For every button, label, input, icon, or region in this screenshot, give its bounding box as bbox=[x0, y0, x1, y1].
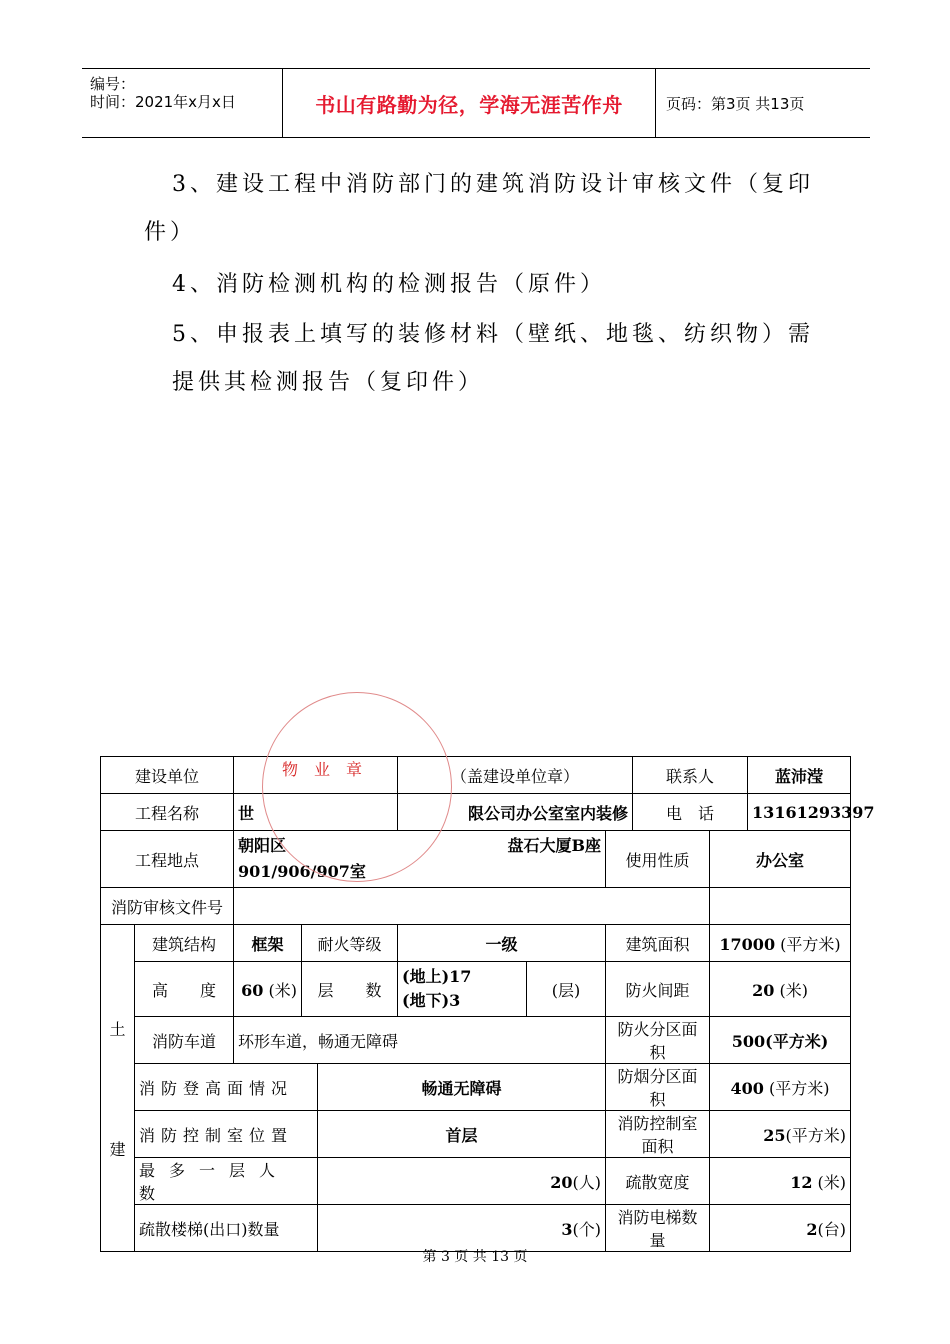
area-cell[interactable] bbox=[710, 925, 851, 962]
elevator-cell[interactable] bbox=[710, 1205, 851, 1252]
smoke-zone-label: 防烟分区面积 bbox=[606, 1064, 710, 1111]
evac-width-value: 12 bbox=[790, 1172, 813, 1192]
control-loc-value[interactable]: 首层 bbox=[318, 1111, 606, 1158]
contact-value[interactable]: 蓝沛滢 bbox=[748, 757, 851, 794]
height-label: 高 度 bbox=[135, 962, 234, 1017]
fire-spacing-cell[interactable] bbox=[710, 962, 851, 1017]
doc-time-label: 时间：2021年x月x日 bbox=[90, 93, 236, 111]
fire-spacing-label: 防火间距 bbox=[606, 962, 710, 1017]
build-unit-label: 建设单位 bbox=[101, 757, 234, 794]
floors-label: 层 数 bbox=[302, 962, 398, 1017]
header-motto-cell bbox=[282, 69, 656, 137]
elevator-label: 消防电梯数量 bbox=[606, 1205, 710, 1252]
header-page-cell bbox=[654, 69, 870, 137]
structure-value[interactable]: 框架 bbox=[234, 925, 302, 962]
fire-spacing-value: 20 bbox=[752, 980, 775, 1000]
height-cell[interactable] bbox=[234, 962, 302, 1017]
page-header bbox=[82, 68, 870, 138]
control-area-unit: (平方米) bbox=[785, 1125, 847, 1145]
site-label: 工程地点 bbox=[101, 831, 234, 888]
floors-unit: (层) bbox=[527, 962, 606, 1017]
stairs-value: 3 bbox=[561, 1219, 573, 1239]
side-label-bottom: 建 bbox=[109, 1139, 126, 1159]
project-name-right[interactable]: 限公司办公室室内装修 bbox=[398, 794, 633, 831]
item-3-line1: 3、建设工程中消防部门的建筑消防设计审核文件（复印 bbox=[172, 172, 814, 197]
item-4: 4、消防检测机构的检测报告（原件） bbox=[172, 272, 606, 297]
site-line1-left: 朝阳区 bbox=[238, 836, 287, 855]
page-footer: 第 3 页 共 13 页 bbox=[422, 1249, 528, 1265]
floors-value-cell[interactable] bbox=[398, 962, 527, 1017]
climb-value[interactable]: 畅通无障碍 bbox=[318, 1064, 606, 1111]
header-page-label: 页码：第3页 共13页 bbox=[666, 94, 805, 113]
project-name-left[interactable]: 世 bbox=[234, 794, 398, 831]
item-3-line2: 件） bbox=[144, 220, 197, 245]
climb-label: 消防登高面情况 bbox=[135, 1064, 318, 1111]
control-loc-label: 消防控制室位置 bbox=[135, 1111, 318, 1158]
usage-value[interactable]: 办公室 bbox=[710, 831, 851, 888]
elevator-unit: (台) bbox=[817, 1219, 847, 1239]
contact-label: 联系人 bbox=[633, 757, 748, 794]
review-no-label: 消防审核文件号 bbox=[101, 888, 234, 925]
max-people-unit: (人) bbox=[572, 1172, 602, 1192]
height-unit: (米) bbox=[268, 980, 298, 1000]
evac-width-label: 疏散宽度 bbox=[606, 1158, 710, 1205]
structure-label: 建筑结构 bbox=[135, 925, 234, 962]
area-unit: (平方米) bbox=[780, 934, 841, 954]
fire-zone-label: 防火分区面积 bbox=[606, 1017, 710, 1064]
control-area-label: 消防控制室面积 bbox=[606, 1111, 710, 1158]
project-name-label: 工程名称 bbox=[101, 794, 234, 831]
evac-width-unit: (米) bbox=[817, 1172, 847, 1192]
smoke-zone-value: 400 bbox=[730, 1078, 764, 1098]
property-seal-text: 物业章 bbox=[282, 760, 379, 779]
height-value: 60 bbox=[241, 980, 264, 1000]
area-label: 建筑面积 bbox=[606, 925, 710, 962]
header-info bbox=[82, 69, 282, 137]
phone-value[interactable]: 13161293397 bbox=[748, 794, 851, 831]
smoke-zone-cell[interactable] bbox=[710, 1064, 851, 1111]
side-label-top: 土 bbox=[109, 1019, 126, 1039]
item-5-line1: 5、申报表上填写的装修材料（壁纸、地毯、纺织物）需 bbox=[172, 322, 814, 347]
stairs-label: 疏散楼梯(出口)数量 bbox=[135, 1205, 318, 1252]
fire-lane-value[interactable]: 环形车道，畅通无障碍 bbox=[234, 1017, 606, 1064]
fire-spacing-unit: (米) bbox=[779, 980, 808, 1000]
area-value: 17000 bbox=[719, 934, 776, 954]
control-area-cell[interactable] bbox=[710, 1111, 851, 1158]
seal-note: （盖建设单位章） bbox=[398, 757, 633, 794]
fire-rating-value[interactable]: 一级 bbox=[398, 925, 606, 962]
usage-label: 使用性质 bbox=[606, 831, 710, 888]
site-value[interactable] bbox=[234, 831, 606, 888]
max-people-value: 20 bbox=[550, 1172, 573, 1192]
smoke-zone-unit: (平方米) bbox=[769, 1078, 830, 1098]
max-people-cell[interactable] bbox=[318, 1158, 606, 1205]
floors-above: (地上)17 bbox=[402, 967, 472, 986]
review-no-value[interactable] bbox=[234, 888, 710, 925]
max-people-label: 最多一层人数 bbox=[135, 1158, 318, 1205]
site-line1-right: 盘石大厦B座 bbox=[507, 836, 602, 855]
elevator-value: 2 bbox=[806, 1219, 818, 1239]
fire-application-form bbox=[100, 756, 875, 1252]
stairs-cell[interactable] bbox=[318, 1205, 606, 1252]
fire-lane-label: 消防车道 bbox=[135, 1017, 234, 1064]
phone-label: 电 话 bbox=[633, 794, 748, 831]
item-5-line2: 提供其检测报告（复印件） bbox=[172, 370, 485, 395]
floors-below: (地下)3 bbox=[402, 991, 461, 1010]
review-no-extra bbox=[710, 888, 851, 925]
side-label-cell bbox=[101, 925, 135, 1252]
doc-number-label: 编号： bbox=[90, 75, 136, 93]
fire-zone-value[interactable]: 500(平方米) bbox=[710, 1017, 851, 1064]
evac-width-cell[interactable] bbox=[710, 1158, 851, 1205]
site-line2: 901/906/907室 bbox=[238, 862, 366, 881]
control-area-value: 25 bbox=[763, 1125, 786, 1145]
fire-rating-label: 耐火等级 bbox=[302, 925, 398, 962]
header-motto: 书山有路勤为径，学海无涯苦作舟 bbox=[315, 92, 623, 117]
stairs-unit: (个) bbox=[572, 1219, 602, 1239]
